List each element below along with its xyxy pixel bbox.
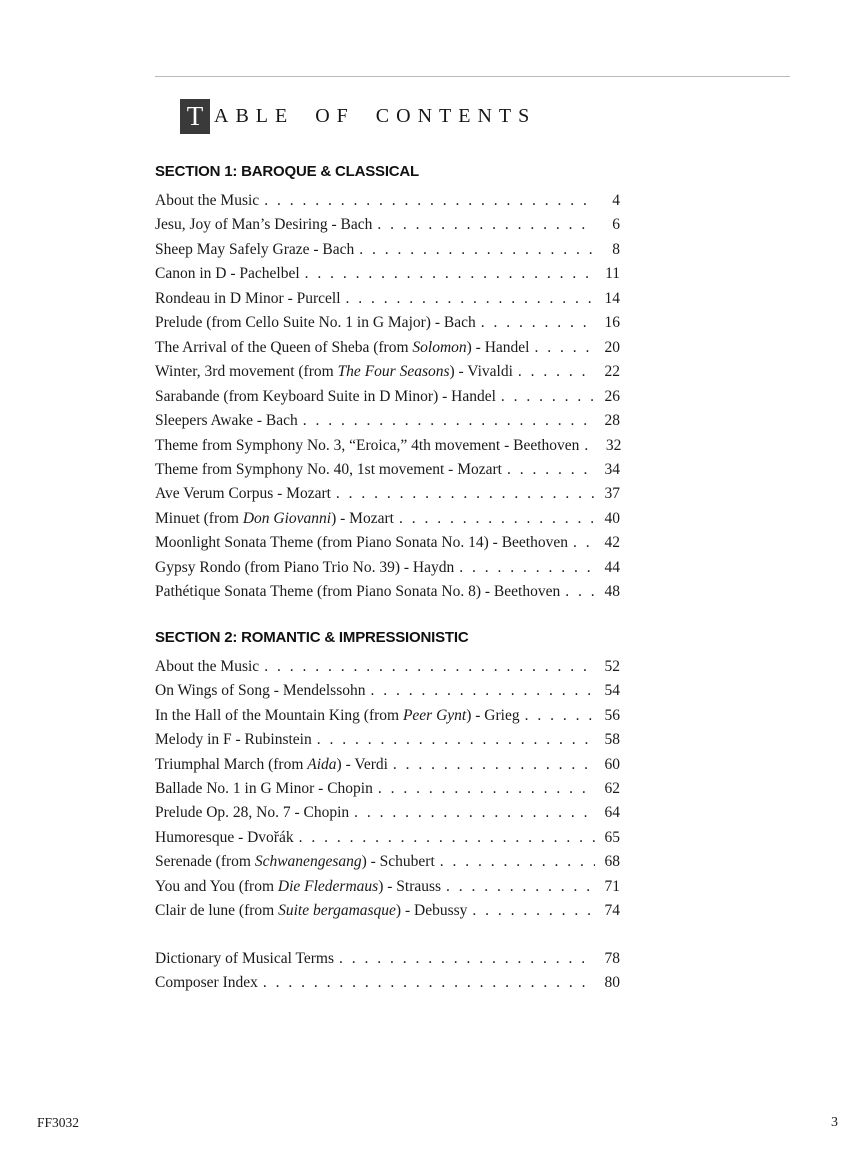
toc-entry [155, 287, 620, 311]
dot-leader [371, 679, 596, 703]
toc-entry-page: 54 [604, 682, 620, 700]
toc-entry-title: About the Music [155, 657, 260, 675]
dot-leader [472, 899, 595, 923]
toc-entry-title: Winter, 3rd movement (from The Four Seasons) - Vivaldi [155, 363, 513, 381]
toc-entry-title: On Wings of Song - Mendelssohn [155, 682, 366, 700]
toc-entry-title: Rondeau in D Minor - Purcell [155, 289, 341, 307]
toc-entry [155, 580, 620, 604]
toc-entry [155, 971, 620, 995]
toc-entry [155, 482, 620, 506]
title-text: ABLE OF CONTENTS [214, 105, 537, 127]
toc-entry-page: 71 [604, 877, 620, 895]
toc-entry-page: 11 [605, 265, 620, 283]
toc-entry-page: 32 [605, 436, 622, 454]
toc-entry [155, 189, 620, 213]
dot-leader [317, 728, 595, 752]
section-heading: SECTION 1: BAROQUE & CLASSICAL [155, 163, 420, 180]
dot-leader [264, 189, 595, 213]
toc-entry-page: 80 [604, 974, 620, 992]
toc-entry-title: Jesu, Joy of Man’s Desiring - Bach [155, 216, 373, 234]
toc-entry-title: Sheep May Safely Graze - Bach [155, 240, 355, 258]
dot-leader [459, 556, 595, 580]
toc-entry-page: 64 [604, 804, 620, 822]
dot-leader [378, 777, 595, 801]
toc-entry-page: 52 [604, 657, 620, 675]
toc-entry-page: 44 [604, 558, 620, 576]
dot-leader [359, 238, 595, 262]
toc-entry-title: Minuet (from Don Giovanni) - Mozart [155, 509, 394, 527]
toc-entry-title: Theme from Symphony No. 40, 1st movement - Mozart [155, 460, 502, 478]
toc-entry-page: 28 [604, 412, 620, 430]
toc-entry-title: Dictionary of Musical Terms [155, 949, 334, 967]
toc-entry-title: Serenade (from Schwanengesang) - Schubert [155, 853, 435, 871]
toc-entry-page: 26 [604, 387, 620, 405]
toc-entry [155, 213, 620, 237]
toc-entry-page: 37 [604, 485, 620, 503]
toc-entry [155, 655, 620, 679]
dot-leader [354, 801, 595, 825]
top-divider-rule [155, 76, 790, 77]
toc-entry [155, 947, 620, 971]
dot-leader [573, 531, 595, 555]
toc-entry-title: Prelude Op. 28, No. 7 - Chopin [155, 804, 350, 822]
toc-section [155, 628, 620, 924]
toc-entry-page: 8 [612, 240, 620, 258]
toc-entry [155, 556, 620, 580]
toc-entry [155, 360, 620, 384]
toc-entry-title: Sarabande (from Keyboard Suite in D Minor) - Handel [155, 387, 496, 405]
dot-leader [481, 311, 595, 335]
toc-entry [155, 753, 620, 777]
toc-entry-page: 40 [604, 509, 620, 527]
toc-entry-title: Triumphal March (from Aida) - Verdi [155, 755, 388, 773]
toc-entry-title: Moonlight Sonata Theme (from Piano Sonata No. 14) - Beethoven [155, 534, 568, 552]
dot-leader [584, 434, 596, 458]
toc-entry [155, 679, 620, 703]
dot-leader [339, 947, 595, 971]
toc-entry-title: Humoresque - Dvořák [155, 828, 294, 846]
toc-entry [155, 409, 620, 433]
toc-entry-title: About the Music [155, 192, 260, 209]
toc-entry [155, 385, 620, 409]
dot-leader [346, 287, 595, 311]
dot-leader [303, 409, 595, 433]
toc-entry [155, 899, 620, 923]
dot-leader [263, 971, 595, 995]
toc-entry-title: Composer Index [155, 974, 258, 992]
toc-entry-title: Theme from Symphony No. 3, “Eroica,” 4th movement - Beethoven [155, 436, 580, 454]
toc-entry-page: 78 [604, 949, 620, 967]
dot-leader [336, 482, 595, 506]
dot-leader [565, 580, 595, 604]
toc-entry-title: In the Hall of the Mountain King (from Peer Gynt) - Grieg [155, 706, 520, 724]
toc-entry-title: Melody in F - Rubinstein [155, 731, 312, 749]
toc-entry [155, 262, 620, 286]
toc-entry [155, 458, 620, 482]
toc-entry-page: 58 [604, 731, 620, 749]
toc-entry [155, 336, 620, 360]
toc-entry-title: Gypsy Rondo (from Piano Trio No. 39) - Haydn [155, 558, 455, 576]
dot-leader [501, 385, 595, 409]
toc-entry-page: 6 [612, 216, 620, 234]
toc-entry-title: Canon in D - Pachelbel [155, 265, 300, 283]
toc-entry-page: 60 [604, 755, 620, 773]
toc-entry-page: 48 [604, 583, 620, 601]
dot-leader [393, 753, 595, 777]
toc-section [155, 162, 620, 605]
toc-entry-page: 68 [604, 853, 620, 871]
dot-leader [399, 507, 595, 531]
dot-leader [507, 458, 595, 482]
toc-entry [155, 826, 620, 850]
dot-leader [440, 850, 595, 874]
toc-entry [155, 850, 620, 874]
toc-entry-title: Clair de lune (from Suite bergamasque) - Debussy [155, 902, 468, 920]
toc-entry-title: You and You (from Die Fledermaus) - Strauss [155, 877, 442, 895]
toc-entry-title: Pathétique Sonata Theme (from Piano Sonata No. 8) - Beethoven [155, 583, 561, 601]
toc-entry-page: 16 [604, 314, 620, 332]
dot-leader [299, 826, 595, 850]
toc-entry-page: 4 [612, 192, 620, 209]
toc-entry-page: 42 [604, 534, 620, 552]
toc-entry-page: 14 [604, 289, 620, 307]
toc-entry [155, 728, 620, 752]
dot-leader [305, 262, 595, 286]
toc-sections [155, 162, 620, 996]
dot-leader [446, 875, 595, 899]
toc-entry-title: Ballade No. 1 in G Minor - Chopin [155, 779, 373, 797]
toc-entry-page: 22 [604, 363, 620, 381]
page-number: 3 [831, 1115, 838, 1130]
catalog-number: FF3032 [37, 1115, 80, 1130]
toc-entry-title: Prelude (from Cello Suite No. 1 in G Major) - Bach [155, 314, 476, 332]
toc-entry-page: 20 [604, 338, 620, 356]
toc-entry [155, 434, 620, 458]
toc-entry [155, 704, 620, 728]
toc-entry [155, 777, 620, 801]
toc-entry [155, 507, 620, 531]
toc-entry-title: Sleepers Awake - Bach [155, 412, 298, 430]
toc-entry [155, 238, 620, 262]
toc-entry [155, 875, 620, 899]
dot-leader [525, 704, 595, 728]
toc-entry-title: The Arrival of the Queen of Sheba (from Solomon) - Handel [155, 338, 530, 356]
toc-entry [155, 311, 620, 335]
toc-entry-page: 62 [604, 779, 620, 797]
toc-entry-title: Ave Verum Corpus - Mozart [155, 485, 331, 503]
toc-entry-page: 74 [604, 902, 620, 920]
title-dropcap: T [180, 99, 210, 134]
toc-entry-page: 34 [604, 460, 620, 478]
page-title [180, 99, 536, 134]
section-heading: SECTION 2: ROMANTIC & IMPRESSIONISTIC [155, 628, 469, 646]
toc-entry-page: 56 [604, 706, 620, 724]
toc-section [155, 947, 620, 996]
dot-leader [377, 213, 595, 237]
dot-leader [518, 360, 595, 384]
dot-leader [534, 336, 595, 360]
dot-leader [264, 655, 595, 679]
toc-entry [155, 531, 620, 555]
toc-entry-page: 65 [604, 828, 620, 846]
toc-entry [155, 801, 620, 825]
